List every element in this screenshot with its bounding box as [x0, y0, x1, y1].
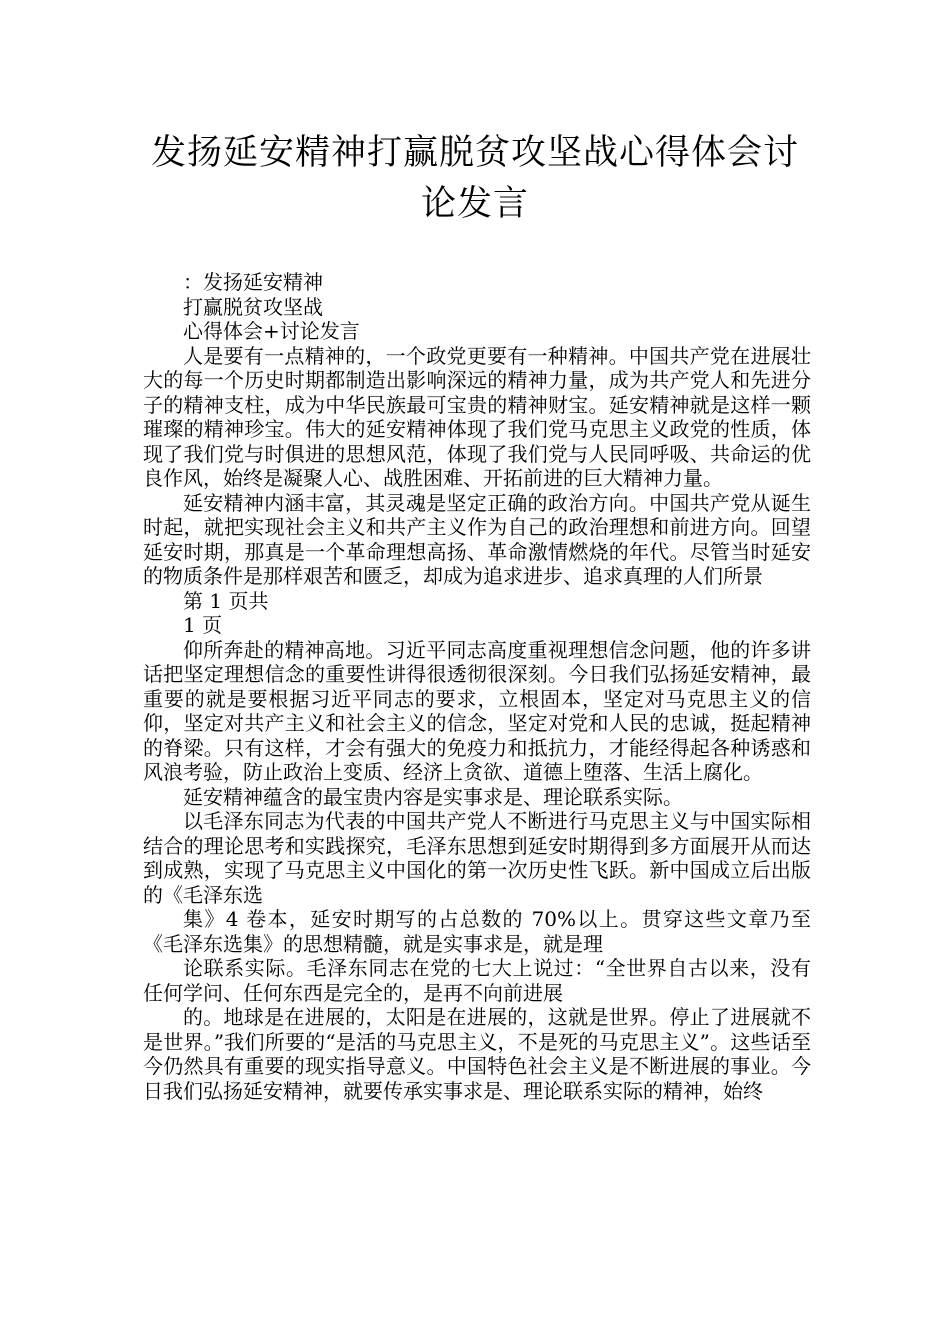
paragraph: 延安精神内涵丰富，其灵魂是坚定正确的政治方向。中国共产党从诞生时起，就把实现社会主义和共产主义作为自己的政治理想和前进方向。回望延安时期，那真是一个革命理想高扬、革命激情燃烧的年代。尽管当时延安的物质条件是那样艰苦和匮乏，却成为追求进步、追求真理的人们所景: [143, 490, 811, 588]
paragraph: 打赢脱贫攻坚战: [183, 294, 323, 319]
page-footer-line-1: 第 1 页共: [183, 588, 269, 613]
document-body: [143, 270, 811, 1103]
paragraph: 以毛泽东同志为代表的中国共产党人不断进行马克思主义与中国实际相结合的理论思考和实践探究，毛泽东思想到延安时期得到多方面展开从而达到成熟，实现了马克思主义中国化的第一次历史性飞跃。新中国成立后出版的《毛泽东选: [143, 809, 811, 907]
paragraph: 人是要有一点精神的，一个政党更要有一种精神。中国共产党在进展壮大的每一个历史时期都制造出影响深远的精神力量，成为共产党人和先进分子的精神支柱，成为中华民族最可宝贵的精神财宝。延安精神就是这样一颗璀璨的精神珍宝。伟大的延安精神体现了我们党马克思主义政党的性质，体现了我们党与时俱进的思想风范，体现了我们党与人民同呼吸、共命运的优良作风，始终是凝聚人心、战胜困难、开拓前进的巨大精神力量。: [143, 343, 811, 490]
title-line-2: 论发言: [420, 184, 529, 224]
paragraph: 延安精神蕴含的最宝贵内容是实事求是、理论联系实际。: [183, 784, 683, 809]
paragraph: ：发扬延安精神: [183, 270, 323, 294]
paragraph: 的。地球是在进展的，太阳是在进展的，这就是世界。停止了进展就不是世界。”我们所要的“是活的马克思主义，不是死的马克思主义”。这些话至今仍然具有重要的现实指导意义。中国特色社会主义是不断进展的事业。今日我们弘扬延安精神，就要传承实事求是、理论联系实际的精神，始终: [143, 1005, 811, 1103]
paragraph: 论联系实际。毛泽东同志在党的七大上说过：“全世界自古以来，没有任何学问、任何东西是完全的，是再不向前进展: [143, 956, 811, 1005]
document-title: [100, 128, 850, 230]
paragraph: 心得体会+讨论发言: [183, 319, 360, 343]
title-line-1: 发扬延安精神打赢脱贫攻坚战心得体会讨: [150, 133, 799, 173]
paragraph: 集》4 卷本，延安时期写的占总数的 70%以上。贯穿这些文章乃至《毛泽东选集》的思想精髓，就是实事求是，就是理: [143, 907, 811, 956]
page-footer-line-2: 1 页: [183, 613, 223, 637]
paragraph: 仰所奔赴的精神高地。习近平同志高度重视理想信念问题，他的许多讲话把坚定理想信念的重要性讲得很透彻很深刻。今日我们弘扬延安精神，最重要的就是要根据习近平同志的要求，立根固本，坚定对马克思主义的信仰，坚定对共产主义和社会主义的信念，坚定对党和人民的忠诚，挺起精神的脊梁。只有这样，才会有强大的免疫力和抵抗力，才能经得起各种诱惑和风浪考验，防止政治上变质、经济上贪欲、道德上堕落、生活上腐化。: [143, 637, 811, 784]
